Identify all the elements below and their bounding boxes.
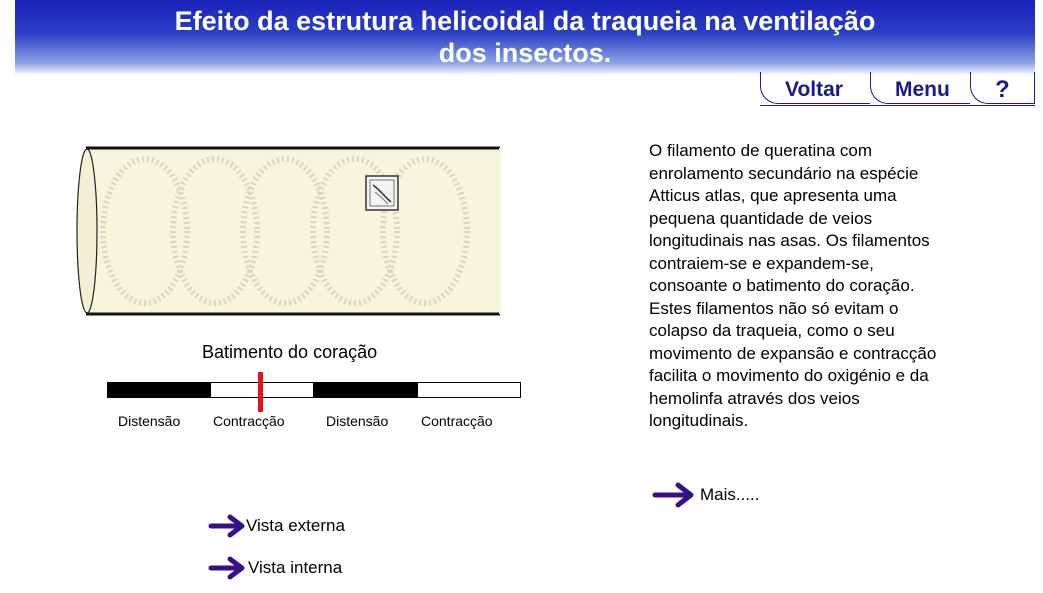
phase-segment-contraction-2	[418, 383, 520, 397]
arrow-right-icon	[652, 480, 696, 510]
phase-label-2: Contracção	[213, 413, 285, 429]
more-link-label: Mais.....	[700, 485, 760, 504]
menu-button[interactable]: Menu	[870, 72, 970, 104]
back-button[interactable]: Voltar	[760, 72, 870, 104]
phase-segment-distension-2	[313, 383, 418, 397]
page-title-line2: dos insectos.	[438, 38, 612, 68]
help-button[interactable]: ?	[970, 72, 1035, 104]
trachea-left-end	[77, 149, 97, 313]
page-title-line1: Efeito da estrutura helicoidal da traqueia na ventilação	[174, 6, 876, 36]
internal-view-link[interactable]	[208, 554, 342, 582]
heartbeat-position-marker[interactable]	[258, 372, 263, 412]
trachea-illustration	[70, 140, 510, 320]
page-title	[15, 5, 1035, 69]
arrow-right-icon	[208, 512, 246, 540]
nav-tabs	[760, 72, 1035, 106]
title-banner	[15, 0, 1035, 74]
phase-label-1: Distensão	[118, 413, 181, 429]
description-text: O filamento de queratina com enrolamento secundário na espécie Atticus atlas, que apresenta uma pequena quantidade de veios longitudinais nas asas. Os filamentos contraiem-se e expandem-se, consoante o batimento do coração. Estes filamentos não só evitam o colapso da traqueia, como o seu movimento de expansão e contracção facilita o movimento do oxigénio e da hemolinfa através dos veios longitudinais.	[649, 141, 937, 430]
nav-divider	[760, 105, 1035, 106]
phase-label-4: Contracção	[421, 413, 493, 429]
external-view-link[interactable]	[208, 512, 345, 540]
heartbeat-title: Batimento do coração	[202, 342, 378, 362]
internal-view-label: Vista interna	[248, 558, 343, 577]
more-link[interactable]	[652, 480, 760, 510]
phase-label-3: Distensão	[326, 413, 389, 429]
phase-segment-distension-1	[108, 383, 211, 397]
arrow-right-icon	[208, 554, 246, 582]
description-panel	[649, 140, 989, 433]
trachea-body	[86, 148, 500, 314]
heartbeat-bar	[107, 382, 521, 398]
zoom-detail-box[interactable]	[366, 176, 398, 210]
external-view-label: Vista externa	[246, 516, 345, 535]
